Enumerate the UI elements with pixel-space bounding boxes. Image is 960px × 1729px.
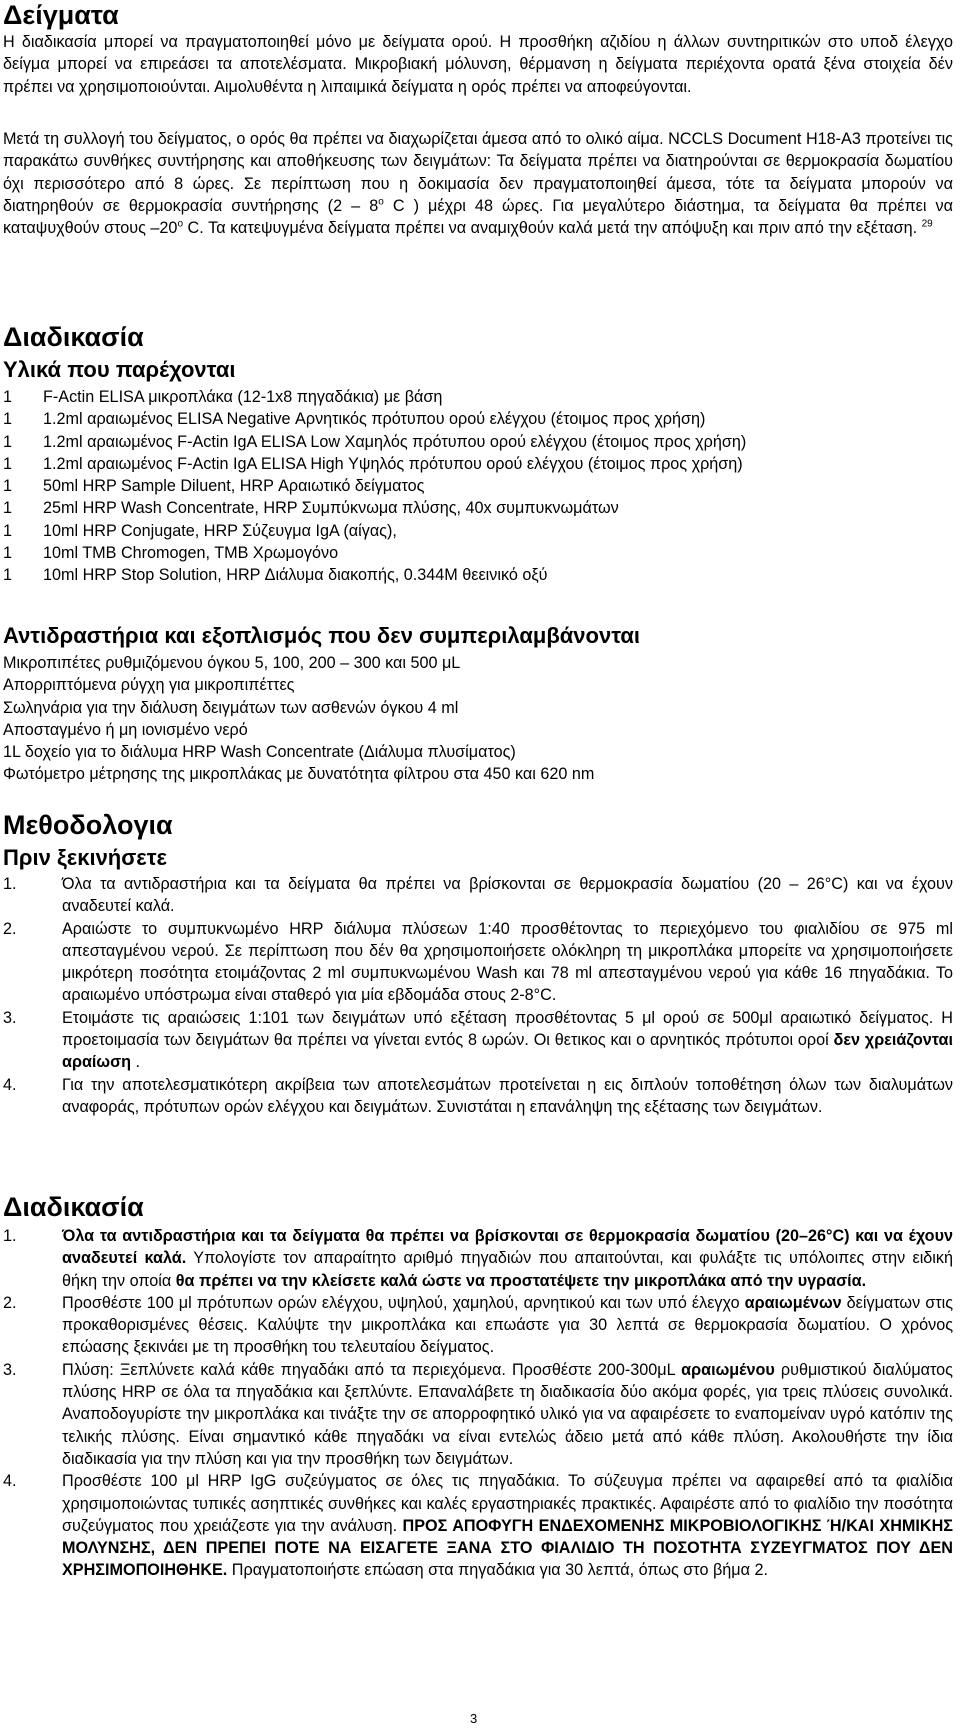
equipment-item: Αποσταγμένο ή μη ιονισμένο νερό (3, 720, 248, 739)
step-text (62, 1470, 953, 1581)
materials-heading: Υλικά που παρέχονται (3, 357, 236, 382)
samples-paragraph-1: Η διαδικασία μπορεί να πραγματοποιηθεί μόνο με δείγματα ορού. Η προσθήκη αζιδίου η άλλων συντηριτικών στο υποδ έλεγχο δείγμα μπορεί να επιρεάσει τα αποτελέσματα. Μικροβιακή μόλυνση, θέρμανση η δείγματα περιέχοντα ορατά ξένα στοιχεία δέν πρέπει να χρησιμοποιούνται. Αιμολυθέντα η λιπαιμικά δείγματα η ορός πρέπει να αποφεύγονται. (3, 33, 953, 96)
equipment-list (3, 652, 953, 786)
procedure-step (3, 1292, 953, 1359)
equipment-item: Φωτόμετρο μέτρησης της μικροπλάκας με δυνατότητα φίλτρου στα 450 και 620 nm (3, 765, 595, 784)
step-number: 4. (3, 1472, 17, 1491)
step-text (62, 1292, 953, 1359)
step-text-part: . (131, 1053, 141, 1072)
samples-p2-part-b: C ) μέχρι 48 ώρες. Για μεγαλύτερο διάστημα, τα δείγματα θα πρέπει να καταψυχθούν στους –20 (3, 196, 953, 238)
kit-desc: 10ml HRP Conjugate, HRP Σύζευγμα IgA (αίγας), (43, 521, 397, 540)
step-text-bold: αραιωμένων (744, 1293, 842, 1312)
procedure-steps-heading: Διαδικασία (3, 1192, 144, 1222)
step-text-bold: ΠΡΟΣ ΑΠΟΦΥΓΗ ΕΝΔΕΧΟΜΕΝΗΣ ΜΙΚΡΟΒΙΟΛΟΓΙΚΗΣ Ή/ΚΑΙ ΧΗΜΙΚΗΣ ΜΟΛΥΝΣΗΣ, ΔΕΝ ΠΡΕΠΕΙ ΠΟΤΕ ΝΑ ΕΙΣΑΓΕΤΕ ΞΑΝΑ ΣΤΟ ΦΙΑΛΙΔΙΟ ΤΗ ΠΟΣΟΤΗΤΑ ΣΥΖΕΥΓΜΑΤΟΣ ΠΟΥ ΔΕΝ ΧΡΗΣΙΜΟΠΟΙΗΘΗΚΕ. (62, 1516, 953, 1580)
kit-qty: 1 (3, 388, 13, 406)
kit-qty: 1 (3, 454, 13, 473)
samples-paragraph-2 (3, 128, 953, 239)
step-text-bold: αραιωμένου (681, 1360, 775, 1379)
step-number: 1. (3, 1227, 17, 1245)
kit-qty: 1 (3, 499, 13, 518)
step-text-part: Ετοιμάστε τις αραιώσεις 1:101 των δειγμάτων υπό εξέταση προσθέτοντας 5 μl ορού σε 500μl αραιωτικό δείγματος. Η προετοιμασία των δειγμάτων θα πρέπει να γίνεται εντός 8 ωρών. Οι θετικος και ο αρνητικός πρότυποι οροί (62, 1008, 953, 1050)
samples-heading: Δείγματα (3, 0, 119, 30)
step-text: Όλα τα αντιδραστήρια και τα δείγματα θα πρέπει να βρίσκονται σε θερμοκρασία δωματίου (20 – 26°C) και να έχουν αναδευτεί καλά. (62, 875, 953, 916)
equipment-item: 1L δοχείο για το διάλυμα HRP Wash Concentrate (Διάλυμα πλυσίματος) (3, 743, 516, 762)
equipment-heading: Αντιδραστήρια και εξοπλισμός που δεν συμπεριλαμβάνονται (3, 623, 641, 648)
step-text-part: Προσθέστε 100 μl HRP IgG συζεύγματος σε όλες τις πηγαδάκια. Το σύζευγμα πρέπει να αφαιρεθεί από τα φιαλίδια χρησιμοποιώντας τυπικές ασηπτικές συνθήκες και καλές εργαστηριακές πρακτικές. Αφαιρέστε από το φιαλίδιο την ποσότητα συζεύγματος που χρειάζεστε για την ανάλυση. (62, 1472, 953, 1535)
step-number: 2. (3, 1293, 17, 1312)
kit-qty: 1 (3, 544, 13, 563)
equipment-item: Σωληνάρια για την διάλυση δειγμάτων των ασθενών όγκου 4 ml (3, 698, 459, 717)
kit-item (3, 431, 953, 453)
before-start-steps (3, 873, 953, 1118)
step-text (62, 1225, 953, 1292)
kit-desc: 1.2ml αραιωμένος F-Actin IgA ELISA High Υψηλός πρότυπου ορού ελέγχου (έτοιμος προς χρήση) (43, 454, 743, 473)
page-number: 3 (470, 1711, 478, 1726)
degree-mark-2: o (177, 218, 183, 230)
step-number: 4. (3, 1075, 17, 1094)
kit-item (3, 542, 953, 564)
kit-desc: F-Actin ELISA μικροπλάκα (12-1x8 πηγαδάκια) με βάση (43, 388, 443, 406)
reference-mark: 29 (921, 218, 933, 230)
step-text-part: Προσθέστε 100 μl πρότυπων ορών ελέγχου, υψηλού, χαμηλού, αρνητικού και των υπό έλεγχο (62, 1293, 745, 1312)
kit-list (3, 386, 953, 587)
kit-qty: 1 (3, 521, 13, 540)
method-step (3, 1007, 953, 1074)
degree-mark-1: o (378, 196, 384, 208)
kit-item (3, 386, 953, 408)
equipment-item: Απορριπτόμενα ρύγχη για μικροπιπέττες (3, 676, 295, 695)
step-text-part: ρυθμιστικού διαλύματος πλύσης HRP σε όλα τα πηγαδάκια και ξεπλύντε. Επαναλάβετε τη διαδικασία δύο ακόμα φορές, για τρεις πλύσεις συνολικά. Αναποδογυρίστε την μικροπλάκα και τινάξτε την σε απορροφητικό υλικό για να αφαιρέσετε το εναπομείναν υγρό κατόπιν της τελικής πλύσης. Είναι σημαντικό κάθε πηγαδάκι να είναι εντελώς άδειο μετά από κάθε πλύση. Ακολουθήστε την ίδια διαδικασία για την πλύση και για την προσθήκη των δειγμάτων. (62, 1360, 953, 1468)
kit-desc: 50ml HRP Sample Diluent, HRP Αραιωτικό δείγματος (43, 477, 425, 496)
step-number: 3. (3, 1008, 17, 1027)
kit-item (3, 497, 953, 519)
method-step (3, 1074, 953, 1119)
method-step (3, 918, 953, 1007)
before-start-heading: Πριν ξεκινήσετε (3, 845, 168, 870)
samples-p2-part-c: C. Τα κατεψυγμένα δείγματα πρέπει να αναμιχθούν καλά μετά την απόψυξη και πριν από την εξέταση. (183, 219, 918, 238)
kit-desc: 10ml HRP Stop Solution, HRP Διάλυμα διακοπής, 0.344M θεεινικό οξύ (43, 566, 548, 585)
step-number: 1. (3, 875, 17, 893)
kit-desc: 1.2ml αραιωμένος ELISA Negative Αρνητικός πρότυπου ορού ελέγχου (έτοιμος προς χρήση) (43, 410, 706, 429)
step-text: Για την αποτελεσματικότερη ακρίβεια των αποτελεσμάτων προτείνεται η εις διπλούν τοποθέτηση όλων των διαλυμάτων αναφοράς, πρότυπων ορών ελέγχου και δειγμάτων. Συνιστάται η επανάληψη της εξέτασης των δειγμάτων. (62, 1075, 953, 1116)
step-number: 3. (3, 1360, 17, 1379)
step-number: 2. (3, 919, 17, 938)
step-text-bold: Όλα τα αντιδραστήρια και τα δείγματα θα πρέπει να βρίσκονται σε θερμοκρασία δωματίου (20–26°C) και να έχουν αναδευτεί καλά. (62, 1227, 953, 1268)
kit-qty: 1 (3, 410, 13, 429)
kit-desc: 10ml TMB Chromogen, TMB Χρωμογόνο (43, 544, 339, 563)
procedure-step (3, 1359, 953, 1470)
kit-item (3, 475, 953, 497)
step-text-part: δείγματων στις προκαθορισμένες θέσεις. Καλύψτε την μικροπλάκα και επωάστε για 30 λεπτά σε θερμοκρασία δωματίου. Ο χρόνος επώασης ξεκινάει με τη προσθήκη του τελευταίου δείγματος. (62, 1293, 953, 1357)
step-text: Αραιώστε το συμπυκνωμένο HRP διάλυμα πλύσεων 1:40 προσθέτοντας το περιεχόμενο του φιαλιδίου σε 975 ml απεσταγμένου νερού. Σε περίπτωση που δέν θα χρησιμοποιήσετε ολόκληρη τη μικροπλάκα μπορείτε να χρησιμοποιήσετε μικρότερη ποσότητα ετοιμάζοντας 2 ml συμπυκνωμένου Wash και 78 ml απεσταγμένου νερού για κάθε 16 πηγαδάκια. Το αραιωμένο υπόστρωμα είναι σταθερό για μία εβδομάδα στους 2-8°C. (62, 919, 953, 1005)
procedure-steps (3, 1225, 953, 1582)
kit-item (3, 564, 953, 586)
step-text-bold: δεν χρειάζονται αραίωση (62, 1031, 953, 1072)
samples-p2-part-a: Μετά τη συλλογή του δείγματος, ο ορός θα πρέπει να διαχωρίζεται άμεσα από το ολικό αίμα. NCCLS Document H18-A3 προτείνει τις παρακάτω συνθήκες συντήρησης και αποθήκευσης των δειγμάτων: Τα δείγματα πρέπει να διατηρούνται σε θερμοκρασία δωματίου όχι περισσότερο από 8 ώρες. Σε περίπτωση που η δοκιμασία δεν πραγματοποιηθεί άμεσα, τότε τα δείγματα μπορούν να διατηρηθούν σε θερμοκρασία συντήρησης (2 – 8 (3, 130, 953, 215)
step-text-part: Πραγματοποιήστε επώαση στα πηγαδάκια για 30 λεπτά, όπως στο βήμα 2. (227, 1561, 768, 1580)
kit-desc: 25ml HRP Wash Concentrate, HRP Συμπύκνωμα πλύσης, 40x συμπυκνωμάτων (43, 499, 619, 518)
kit-item (3, 453, 953, 475)
step-text-part: Υπολογίστε τον απαραίτητο αριθμό πηγαδιών που απαιτούνται, και φυλάξτε τις υπόλοιπες στην ειδική θήκη την οποία (62, 1249, 954, 1290)
kit-item (3, 520, 953, 542)
procedure-step (3, 1470, 953, 1581)
methodology-heading: Μεθοδολογια (3, 810, 173, 840)
kit-qty: 1 (3, 566, 13, 585)
step-text (62, 1359, 953, 1470)
step-text-bold: θα πρέπει να την κλείσετε καλά ώστε να προστατέψετε την μικροπλάκα από την υγρασία. (175, 1271, 867, 1290)
kit-desc: 1.2ml αραιωμένος F-Actin IgA ELISA Low Χαμηλός πρότυπου ορού ελέγχου (έτοιμος προς χρήση) (43, 432, 747, 451)
method-step (3, 873, 953, 918)
kit-qty: 1 (3, 477, 13, 496)
kit-item (3, 408, 953, 430)
equipment-item: Μικροπιπέτες ρυθμιζόμενου όγκου 5, 100, 200 – 300 και 500 μL (3, 654, 461, 672)
kit-qty: 1 (3, 432, 13, 451)
procedure-heading: Διαδικασία (3, 322, 144, 352)
step-text (62, 1007, 953, 1074)
step-text-part: Πλύση: Ξεπλύνετε καλά κάθε πηγαδάκι από τα περιεχόμενα. Προσθέστε 200-300μL (62, 1360, 682, 1379)
procedure-step (3, 1225, 953, 1292)
